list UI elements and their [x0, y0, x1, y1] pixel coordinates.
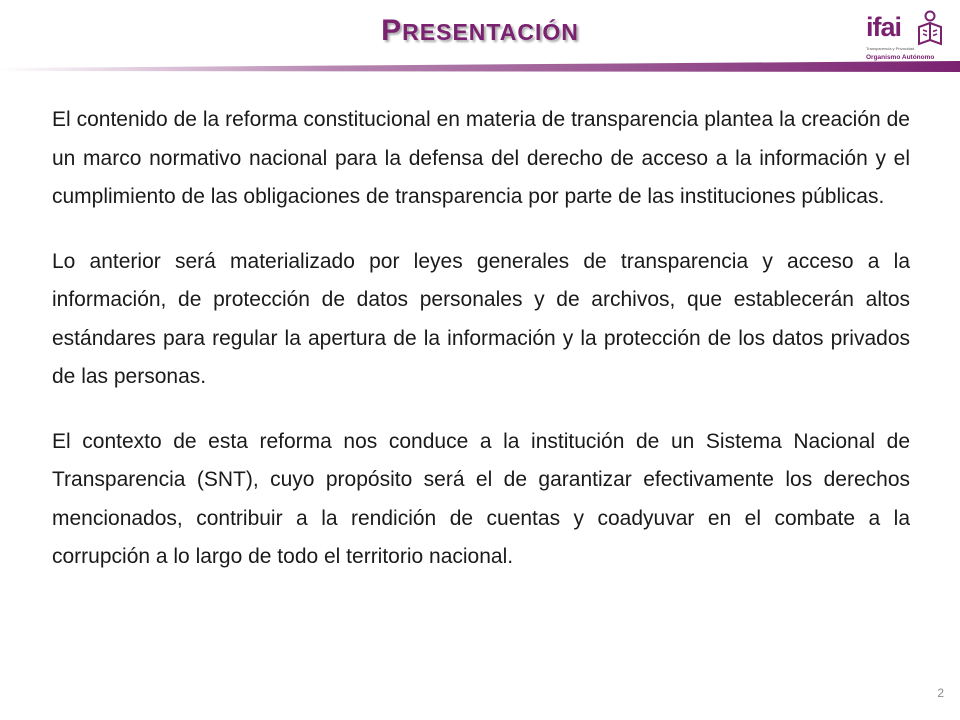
- person-book-icon: [916, 10, 944, 48]
- title-initial: P: [381, 14, 403, 47]
- logo-subtitle: Transparencia y Privacidad: [866, 46, 915, 51]
- logo-subtitle-2: Organismo Autónomo: [866, 54, 935, 61]
- logo-wordmark: ifai: [866, 12, 902, 42]
- slide-body: [52, 101, 910, 603]
- title-underline: [0, 61, 960, 72]
- ifai-logo: [866, 8, 950, 64]
- paragraph-3: El contexto de esta reforma nos conduce a la institución de un Sistema Nacional de Transparencia (SNT), cuyo propósito será el de garantizar efectivamente los derechos mencionados, contribuir a la rendición de cuentas y coadyuvar en el combate a la corrupción a lo largo de todo el territorio nacional.: [52, 429, 910, 568]
- slide-title: [0, 14, 960, 48]
- paragraph-1: El contenido de la reforma constitucional en materia de transparencia plantea la creación de un marco normativo nacional para la defensa del derecho de acceso a la información y el cumplimiento de las obligaciones de transparencia por parte de las instituciones públicas.: [52, 108, 910, 208]
- title-rest: RESENTACIÓN: [402, 19, 579, 45]
- page-number: 2: [937, 686, 944, 700]
- paragraph-2: Lo anterior será materializado por leyes generales de transparencia y acceso a la información, de protección de datos personales y de archivos, que establecerán altos estándares para regular la apertura de la información y la protección de los datos privados de las personas.: [52, 249, 910, 388]
